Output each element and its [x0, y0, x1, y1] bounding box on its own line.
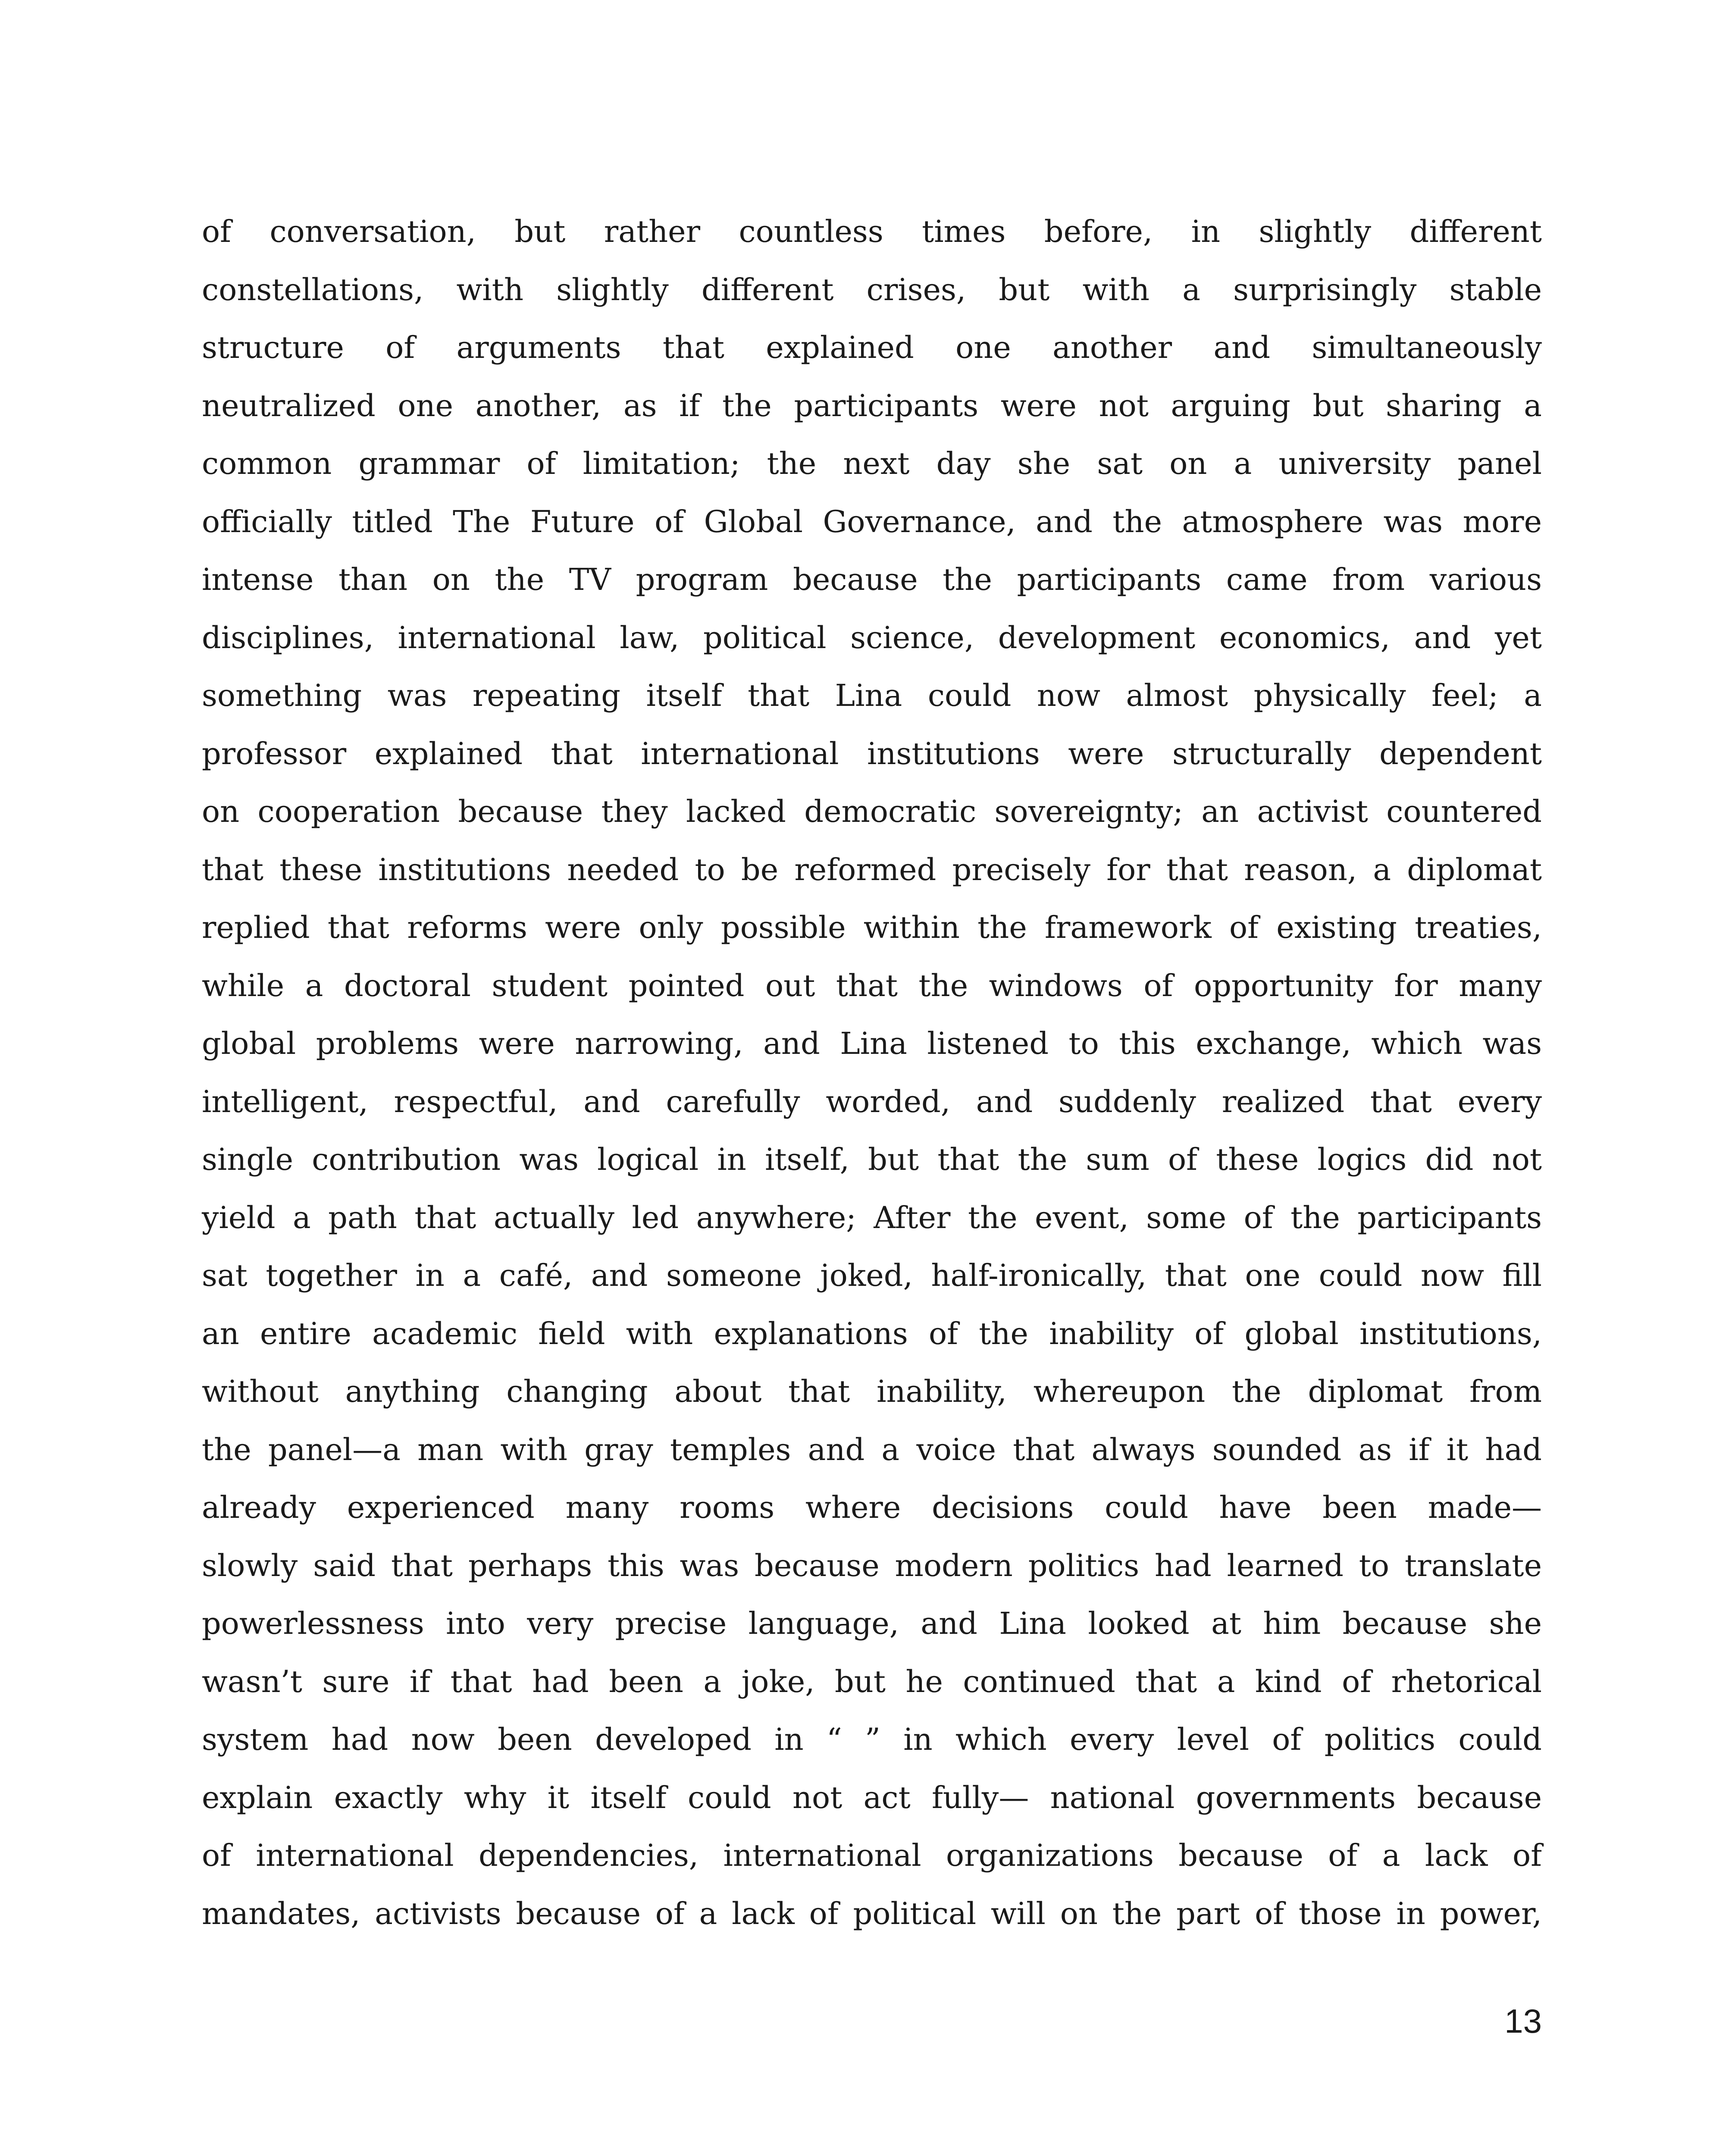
text-line: of international dependencies, international organizations because of a lack of	[202, 1838, 1542, 1873]
text-line: that these institutions needed to be reformed precisely for that reason, a diplomat	[202, 852, 1542, 887]
text-line: wasn’t sure if that had been a joke, but he continued that a kind of rhetorical	[202, 1664, 1542, 1699]
text-line: already experienced many rooms where decisions could have been made—	[202, 1490, 1542, 1525]
text-line: without anything changing about that inability, whereupon the diplomat from	[202, 1374, 1542, 1409]
text-line: intense than on the TV program because the participants came from various	[202, 562, 1542, 597]
text-line: officially titled The Future of Global Governance, and the atmosphere was more	[202, 504, 1542, 539]
text-line: yield a path that actually led anywhere; After the event, some of the participants	[202, 1200, 1542, 1235]
text-line: something was repeating itself that Lina could now almost physically feel; a	[202, 678, 1542, 713]
text-line: global problems were narrowing, and Lina listened to this exchange, which was	[202, 1026, 1542, 1061]
text-line: common grammar of limitation; the next day she sat on a university panel	[202, 446, 1542, 481]
text-line: neutralized one another, as if the participants were not arguing but sharing a	[202, 388, 1542, 423]
text-line: slowly said that perhaps this was because modern politics had learned to translate	[202, 1548, 1542, 1583]
text-line: system had now been developed in “ ” in which every level of politics could	[202, 1722, 1542, 1757]
text-line: explain exactly why it itself could not act fully— national governments because	[202, 1780, 1542, 1815]
text-line: sat together in a café, and someone joked, half-ironically, that one could now fill	[202, 1258, 1542, 1293]
text-line: disciplines, international law, political science, development economics, and yet	[202, 620, 1542, 655]
text-line: intelligent, respectful, and carefully worded, and suddenly realized that every	[202, 1084, 1542, 1119]
text-line: on cooperation because they lacked democratic sovereignty; an activist countered	[202, 794, 1542, 829]
text-line: powerlessness into very precise language, and Lina looked at him because she	[202, 1606, 1542, 1641]
text-line: single contribution was logical in itself, but that the sum of these logics did not	[202, 1142, 1542, 1177]
text-line: of conversation, but rather countless times before, in slightly different	[202, 214, 1542, 249]
body-paragraph	[202, 203, 1542, 1943]
page-number: 13	[1504, 2002, 1542, 2040]
text-line: an entire academic field with explanations of the inability of global institutions,	[202, 1316, 1542, 1351]
text-line: while a doctoral student pointed out that the windows of opportunity for many	[202, 968, 1542, 1003]
text-line: professor explained that international institutions were structurally dependent	[202, 736, 1542, 771]
text-line: the panel—a man with gray temples and a voice that always sounded as if it had	[202, 1432, 1542, 1467]
text-line: replied that reforms were only possible within the framework of existing treaties,	[202, 910, 1542, 945]
text-line: constellations, with slightly different crises, but with a surprisingly stable	[202, 272, 1542, 307]
text-line: mandates, activists because of a lack of political will on the part of those in power,	[202, 1896, 1542, 1931]
text-line: structure of arguments that explained one another and simultaneously	[202, 330, 1542, 365]
